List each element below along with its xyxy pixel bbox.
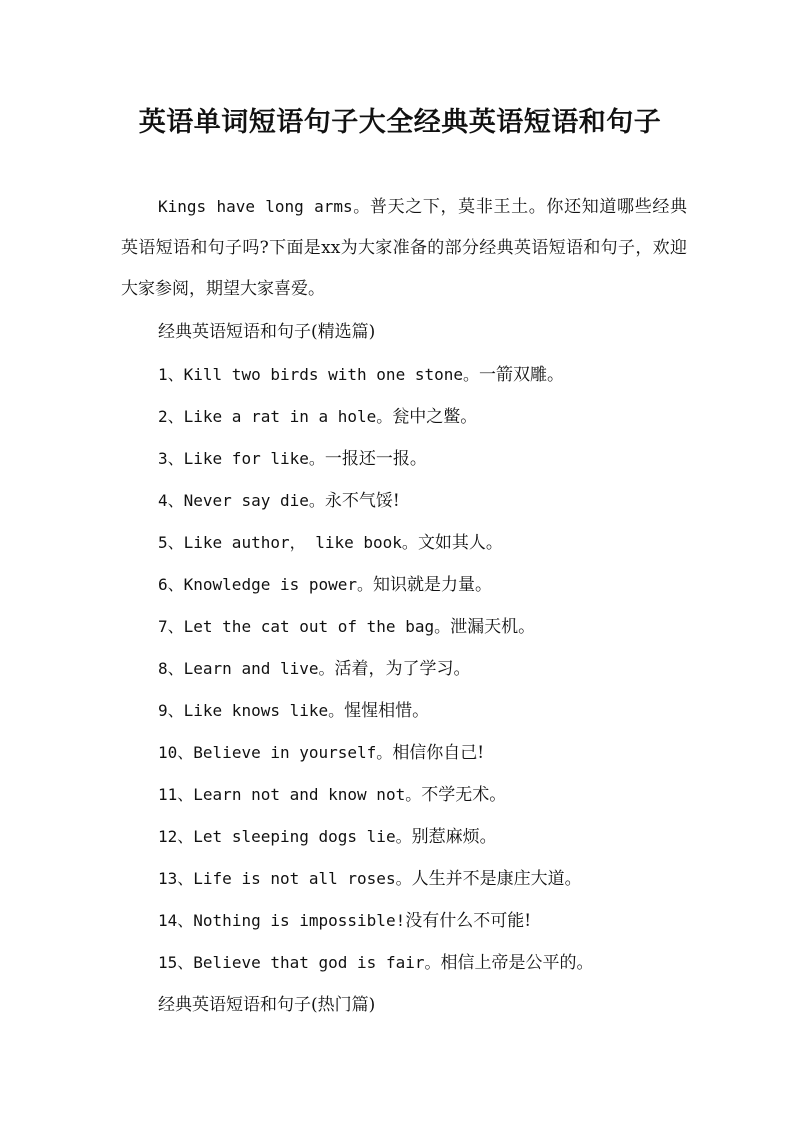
list-item: 8、Learn and live。活着，为了学习。	[158, 659, 471, 679]
list-item: 5、Like author， like book。文如其人。	[158, 533, 503, 553]
list-item: 4、Never say die。永不气馁!	[158, 491, 400, 511]
list-item: 14、Nothing is impossible!没有什么不可能!	[158, 911, 532, 931]
section-heading-selected: 经典英语短语和句子(精选篇)	[158, 322, 376, 342]
list-item: 15、Believe that god is fair。相信上帝是公平的。	[158, 953, 594, 973]
intro-paragraph	[121, 186, 687, 310]
intro-english: Kings have long arms。	[158, 197, 370, 216]
section-heading-popular: 经典英语短语和句子(热门篇)	[158, 995, 376, 1015]
list-item: 3、Like for like。一报还一报。	[158, 449, 427, 469]
document-title: 英语单词短语句子大全经典英语短语和句子	[138, 107, 662, 138]
list-item: 7、Let the cat out of the bag。泄漏天机。	[158, 617, 536, 637]
list-item: 13、Life is not all roses。人生并不是康庄大道。	[158, 869, 582, 889]
list-item: 12、Let sleeping dogs lie。别惹麻烦。	[158, 827, 497, 847]
intro-chinese: 普天之下，莫非王土。你还知道哪些经典英语短语和句子吗?下面是xx为大家准备的部分经典英语短语和句子，欢迎大家参阅，期望大家喜爱。	[121, 197, 687, 299]
list-item: 10、Believe in yourself。相信你自己!	[158, 743, 485, 763]
list-item: 9、Like knows like。惺惺相惜。	[158, 701, 430, 721]
list-item: 6、Knowledge is power。知识就是力量。	[158, 575, 493, 595]
list-item: 1、Kill two birds with one stone。一箭双雕。	[158, 365, 564, 385]
list-item: 2、Like a rat in a hole。瓮中之鳖。	[158, 407, 478, 427]
list-item: 11、Learn not and know not。不学无术。	[158, 785, 507, 805]
